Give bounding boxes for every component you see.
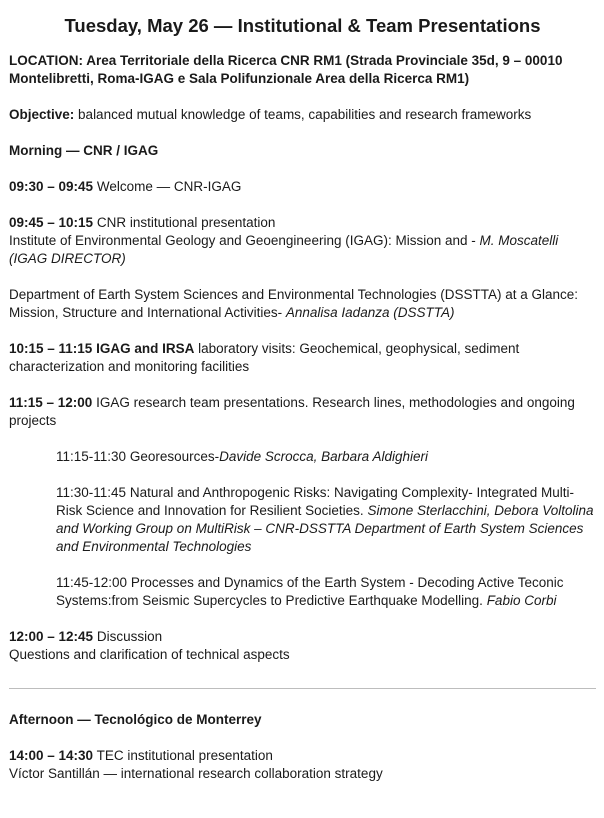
talk-item-3 [56,574,596,610]
location-paragraph [9,52,596,88]
talk-3-speakers: Fabio Corbi [486,593,557,608]
igag-line: Institute of Environmental Geology and Geoengineering (IGAG): Mission and - [9,233,476,248]
cnr-time: 09:45 – 10:15 [9,215,94,230]
morning-heading-text: Morning — CNR / IGAG [9,143,159,158]
location-text: LOCATION: Area Territoriale della Ricerca CNR RM1 (Strada Provinciale 35d, 9 – 00010 Montelibretti, Roma-IGAG e Sala Polifunzionale Area della Ricerca RM1) [9,53,563,86]
talk-3-title: Processes and Dynamics of the Earth System - Decoding Active Teconic Systems:from Seismic Supercycles to Predictive Earthquake Modelling. [56,575,564,608]
morning-heading [9,142,596,160]
afternoon-heading [9,711,596,729]
talk-2-time: 11:30-11:45 [56,485,127,500]
talk-1-speakers: Davide Scrocca, Barbara Aldighieri [219,449,428,464]
welcome-item [9,178,596,196]
welcome-time: 09:30 – 09:45 [9,179,94,194]
welcome-text: Welcome — CNR-IGAG [96,179,242,194]
talk-2-title: Natural and Anthropogenic Risks: Navigating Complexity- Integrated Multi-Risk Science and Innovation for Resilient Societies. [56,485,575,518]
tec-time: 14:00 – 14:30 [9,748,94,763]
objective-paragraph [9,106,596,124]
cnr-item [9,214,596,268]
objective-text: balanced mutual knowledge of teams, capabilities and research frameworks [78,107,532,122]
dsstta-text: Department of Earth System Sciences and Environmental Technologies (DSSTTA) at a Glance: Mission, Structure and International Activities- [9,287,579,320]
talk-item-1 [56,448,596,466]
page-title: Tuesday, May 26 — Institutional & Team Presentations [64,15,541,36]
tec-text: TEC institutional presentation [96,748,273,763]
tec-item [9,747,596,783]
igag-speaker: M. Moscatelli (IGAG DIRECTOR) [9,233,559,266]
objective-label: Objective: [9,107,75,122]
teams-time: 11:15 – 12:00 [9,395,93,410]
teams-text: IGAG research team presentations. Research lines, methodologies and ongoing projects [9,395,575,428]
afternoon-heading-text: Afternoon — Tecnológico de Monterrey [9,712,262,727]
labs-time: 10:15 – 11:15 IGAG and IRSA [9,341,195,356]
talk-3-time: 11:45-12:00 [56,575,128,590]
labs-item [9,340,596,376]
dsstta-item [9,286,596,322]
dsstta-speaker: Annalisa Iadanza (DSSTTA) [285,305,455,320]
cnr-text: CNR institutional presentation [96,215,276,230]
tec-detail: Víctor Santillán — international research collaboration strategy [9,766,383,781]
talk-item-2 [56,484,596,556]
discussion-item [9,628,596,664]
teams-item [9,394,596,430]
talk-2-speakers: Simone Sterlacchini, Debora Voltolina and Working Group on MultiRisk – CNR-DSSTTA Department of Earth System Sciences and Environmental Technologies [56,503,594,554]
section-divider [9,688,596,689]
talk-1-title: Georesources- [129,449,220,464]
labs-text: laboratory visits: Geochemical, geophysical, sediment characterization and monitoring facilities [9,341,520,374]
talk-1-time: 11:15-11:30 [56,449,127,464]
discussion-time: 12:00 – 12:45 [9,629,94,644]
discussion-detail: Questions and clarification of technical aspects [9,647,290,662]
discussion-text: Discussion [96,629,163,644]
